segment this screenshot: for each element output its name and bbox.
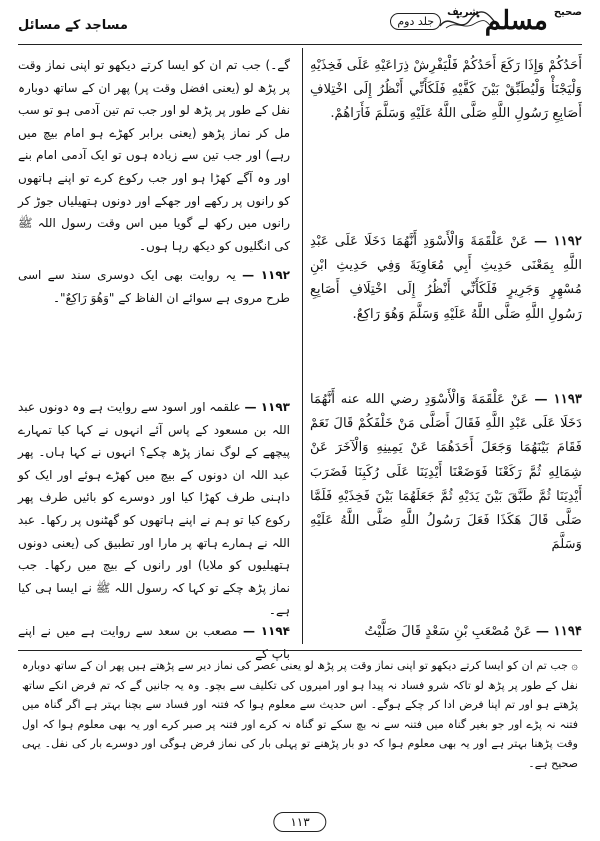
- urdu-translation-1193: [18, 396, 290, 622]
- translation-text: علقمہ اور اسود سے روایت ہے وہ دونوں عبد اللہ بن مسعود کے پاس آئے انہوں نے کہا کیا تمہارے پیچھے کے لوگ نماز پڑھ چکے؟ انہوں نے کہا ہاں۔ پھر عبد اللہ ان دونوں کے بیچ میں کھڑے ہوئے اور ایک کو داہنی طرف کھڑا کیا اور دوسرے کو بائیں طرف پھر رکوع کیا تو ہم نے اپنے ہاتھوں کو گھٹنوں پر رکھا۔ عبد اللہ نے ہمارے ہاتھ پر مارا اور تطبیق کی (یعنی دونوں ہتھیلیوں کو ملایا) اور رانوں کے بیچ میں رکھا۔ جب نماز پڑھ چکے تو کہا کہ رسول اللہ ﷺ نے ایسا ہی کیا ہے۔: [18, 400, 290, 618]
- hadith-text: عَنْ عَلْقَمَةَ وَالْأَسْوَدِ رضي الله عنه أَنَّهُمَا دَخَلَا عَلَى عَبْدِ اللَّهِ فَقَالَ أَصَلَّى مَنْ خَلْفَكُمْ قَالَ نَعَمْ فَقَامَ بَيْنَهُمَا وَجَعَلَ أَحَدَهُمَا عَنْ يَمِينِهِ وَالْآخَرَ عَنْ شِمَالِهِ ثُمَّ رَكَعْنَا فَوَضَعْنَا أَيْدِيَنَا عَلَى رُكَبِنَا فَضَرَبَ أَيْدِيَنَا ثُمَّ طَبَّقَ بَيْنَ يَدَيْهِ ثُمَّ جَعَلَهُمَا بَيْنَ فَخِذَيْهِ فَلَمَّا صَلَّى قَالَ هَكَذَا فَعَلَ رَسُولُ اللَّهِ صَلَّى اللَّهُ عَلَيْهِ وَسَلَّمَ: [310, 392, 582, 553]
- footnote-divider: [18, 650, 582, 651]
- column-divider: [302, 48, 303, 644]
- arabic-hadith-1192: [310, 230, 582, 327]
- hadith-number: ۱۱۹۲ —: [534, 234, 582, 249]
- hadith-number: ۱۱۹۳ —: [244, 400, 290, 414]
- page-header: [18, 6, 582, 42]
- header-divider: [18, 44, 582, 45]
- footnote: ۞ جب تم ان کو ایسا کرتے دیکھو تو اپنی نماز وقت پر پڑھ لو یعنی عصر کی نماز دیر سے پڑھتے ہیں پھر ان کے ساتھ دوبارہ نفل کے طور پر پڑھ لو تاکہ شرو فساد نہ پیدا ہو اور امیروں کی تکلیف سے بچو۔ وہ یہ جانیں گے کہ تم فرض انکے ساتھ پڑھتے ہو اور تم اپنا فرض ادا کر چکے ہوگے۔ اس حدیث سے معلوم ہوا کہ فتنہ اور فساد سے بچنا بہتر ہے اگر گناہ میں فتنہ نہ پڑے اور جو بغیر گناہ میں فتنہ سے نہ بچ سکے تو گناہ نہ کرے اور فتنہ پر صبر کرے اور یہ بھی معلوم ہوا کہ اول وقت پڑھنا بہتر ہے اور یہ بھی معلوم ہوا کہ دو بار پڑھنے تو پہلی بار کی نماز فرض ہوگی اور دوسرے بار کی نفل۔ یہی صحیح ہے۔: [22, 659, 578, 770]
- translation-text: مصعب بن سعد سے روایت ہے میں نے اپنے باپ کے: [18, 624, 290, 661]
- urdu-translation-1192: [18, 264, 290, 309]
- arabic-hadith-1191-end: أَحَدُكُمْ وَإِذَا رَكَعَ أَحَدُكُمْ فَلْيَفْرِشْ ذِرَاعَيْهِ عَلَى فَخِذَيْهِ وَلْيَجْنَأْ وَلْيُطَبِّقْ بَيْنَ كَفَّيْهِ فَلَكَأَنِّي أَنْظُرُ إِلَى اخْتِلافِ أَصَابِعِ رَسُولِ اللَّهِ صَلَّى اللَّهُ عَلَيْهِ وَسَلَّمَ فَأَرَاهُمْ.: [310, 58, 582, 122]
- hadith-number: ۱۱۹۴ —: [535, 624, 582, 639]
- arabic-hadith-1193: [310, 388, 582, 557]
- translation-text: یہ روایت بھی ایک دوسری سند سے اسی طرح مروی ہے سوائے ان الفاظ کے "وَهُوَ رَاكِعٌ"۔: [18, 268, 290, 305]
- hadith-number: ۱۱۹۴ —: [243, 624, 290, 638]
- page-number: ۱۱۳: [273, 812, 326, 832]
- hadith-text: عَنْ مُصْعَبِ بْنِ سَعْدٍ قَالَ صَلَّيْتُ: [364, 624, 532, 639]
- arabic-hadith-1194-start: [310, 620, 582, 644]
- section-title: مساجد کے مسائل: [18, 18, 128, 33]
- hadith-text: عَنْ عَلْقَمَةَ وَالْأَسْوَدِ أَنَّهُمَا دَخَلَا عَلَى عَبْدِ اللَّهِ بِمَعْنَى حَدِيثِ أَبِي مُعَاوِيَةَ وَفِي حَدِيثِ ابْنِ مُسْهِرٍ وَجَرِيرٍ فَلَكَأَنِّي أَنْظُرُ إِلَى اخْتِلَافِ أَصَابِعِ رَسُولِ اللَّهِ صَلَّى اللَّهُ عَلَيْهِ وَسَلَّمَ وَهُوَ رَاكِعٌ.: [310, 234, 582, 322]
- book-title: مسلم: [484, 6, 548, 36]
- urdu-translation-1191-end: گے۔) جب تم ان کو ایسا کرتے دیکھو تو اپنی نماز وقت پر پڑھ لو (یعنی افضل وقت پر) پھر ان کے ساتھ دوبارہ نفل کے طور پر پڑھ لو اور جب تم تین آدمی ہو تو سب مل کر نماز پڑھو (یعنی برابر کھڑے ہو امام بیچ میں رہے) اور جب تین سے زیادہ ہوں تو ایک آدمی امام بنے اور وہ آگے کھڑا ہو اور جب رکوع کرے تو اپنے ہاتھوں کو رانوں پر رکھے اور جھکے اور دونوں ہتھیلیاں جوڑ کر رانوں میں رکھ لے گویا میں اس وقت رسول اللہ ﷺ کی انگلیوں کو دیکھ رہا ہوں۔: [18, 58, 290, 253]
- book-honorific: شریف: [447, 7, 479, 18]
- hadith-number: ۱۱۹۳ —: [534, 392, 582, 407]
- book-small-label: صحیح: [553, 7, 582, 18]
- book-title-block: [390, 6, 582, 36]
- volume-badge: جلد دوم: [390, 13, 441, 30]
- hadith-number: ۱۱۹۲ —: [242, 268, 290, 282]
